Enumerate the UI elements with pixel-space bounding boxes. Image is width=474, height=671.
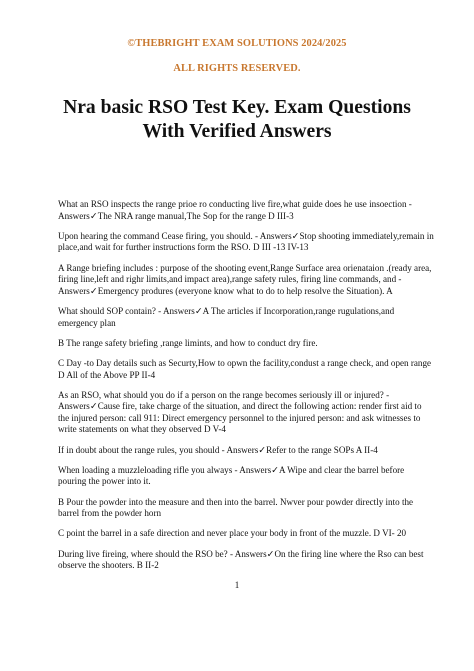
qa-answer-text: The NRA range manual,The Sop for the range D III-3 bbox=[97, 210, 294, 221]
qa-text: Upon hearing the command Cease firing, you should. - Answers bbox=[58, 230, 292, 241]
document-title-line1: Nra basic RSO Test Key. Exam Questions bbox=[63, 97, 411, 118]
qa-paragraph bbox=[58, 445, 434, 457]
checkmark-icon: ✓ bbox=[258, 444, 267, 456]
qa-text: When loading a muzzleloading rifle you always - Answers bbox=[58, 464, 272, 475]
checkmark-icon: ✓ bbox=[271, 464, 279, 476]
checkmark-icon: ✓ bbox=[89, 285, 98, 297]
checkmark-icon: ✓ bbox=[266, 548, 275, 560]
qa-answer-text: A Wipe and clear the barrel before pouring the power into it. bbox=[58, 464, 405, 487]
qa-text: What an RSO inspects the range prioe ro conducting live fire,what guide does he use insoection - Answers bbox=[58, 199, 412, 221]
checkmark-icon: ✓ bbox=[89, 401, 98, 413]
document-title-line2: With Verified Answers bbox=[142, 121, 332, 142]
qa-text: A Range briefing includes : purpose of the shooting event,Range Surface area orienataion .(ready area, firing line,left and righr limits,and impact area),range safety rules, firing line commands, and - Answers bbox=[58, 262, 432, 296]
qa-paragraph bbox=[58, 390, 434, 436]
qa-text: As an RSO, what should you do if a person on the range becomes seriously ill or injured? - Answers bbox=[58, 389, 390, 412]
checkmark-icon: ✓ bbox=[89, 210, 98, 222]
question-answer-list bbox=[58, 199, 434, 580]
qa-paragraph bbox=[58, 199, 434, 222]
qa-text: B The range safety briefing ,range limints, and how to conduct dry fire. bbox=[58, 337, 318, 348]
qa-paragraph bbox=[58, 231, 434, 254]
qa-text: If in doubt about the range rules, you should - Answers bbox=[58, 444, 259, 455]
qa-text: C Day -to Day details such as Securty,How to opwn the facility,condust a range check, and open range D All of the Above PP II-4 bbox=[58, 357, 432, 380]
qa-paragraph bbox=[58, 497, 434, 520]
qa-paragraph bbox=[58, 528, 434, 540]
copyright-header: ©THEBRIGHT EXAM SOLUTIONS 2024/2025 bbox=[127, 38, 347, 49]
qa-paragraph bbox=[58, 358, 434, 381]
qa-paragraph bbox=[58, 263, 434, 298]
checkmark-icon: ✓ bbox=[194, 305, 203, 317]
qa-text: During live fireing, where should the RSO be? - Answers bbox=[58, 548, 267, 559]
qa-paragraph bbox=[58, 465, 434, 488]
qa-answer-text: Cause fire, take charge of the situation, and direct the following action: render first aid to the injured person: call 911: Direct emergency personnel to the injured person: and ask witnesses to write statements on what they observed D V-4 bbox=[58, 401, 422, 435]
qa-answer-text: Emergency produres (everyone know what to do to help resolve the Situation). A bbox=[97, 285, 393, 296]
qa-answer-text: Stop shooting immediately,remain in place,and wait for further instructions form the RSO. D III -13 IV-13 bbox=[58, 230, 434, 253]
qa-paragraph bbox=[58, 306, 434, 329]
qa-paragraph bbox=[58, 549, 434, 572]
qa-paragraph bbox=[58, 338, 434, 350]
document-title bbox=[40, 96, 434, 144]
qa-answer-text: On the firing line where the Rso can best observe the shooters. B II-2 bbox=[58, 548, 424, 571]
qa-text: B Pour the powder into the measure and then into the barrel. Nwver pour powder directly into the barrel from the powder horn bbox=[58, 496, 414, 519]
qa-text: C point the barrel in a safe direction and never place your body in front of the muzzle. D VI- 20 bbox=[58, 528, 407, 539]
rights-reserved-header: ALL RIGHTS RESERVED. bbox=[173, 63, 301, 74]
qa-answer-text: A The articles if Incorporation,range rugulations,and emergency plan bbox=[58, 305, 395, 328]
checkmark-icon: ✓ bbox=[291, 230, 300, 242]
qa-answer-text: Refer to the range SOPs A II-4 bbox=[266, 444, 378, 455]
qa-text: What should SOP contain? - Answers bbox=[58, 305, 195, 316]
page-number: 1 bbox=[234, 580, 240, 590]
